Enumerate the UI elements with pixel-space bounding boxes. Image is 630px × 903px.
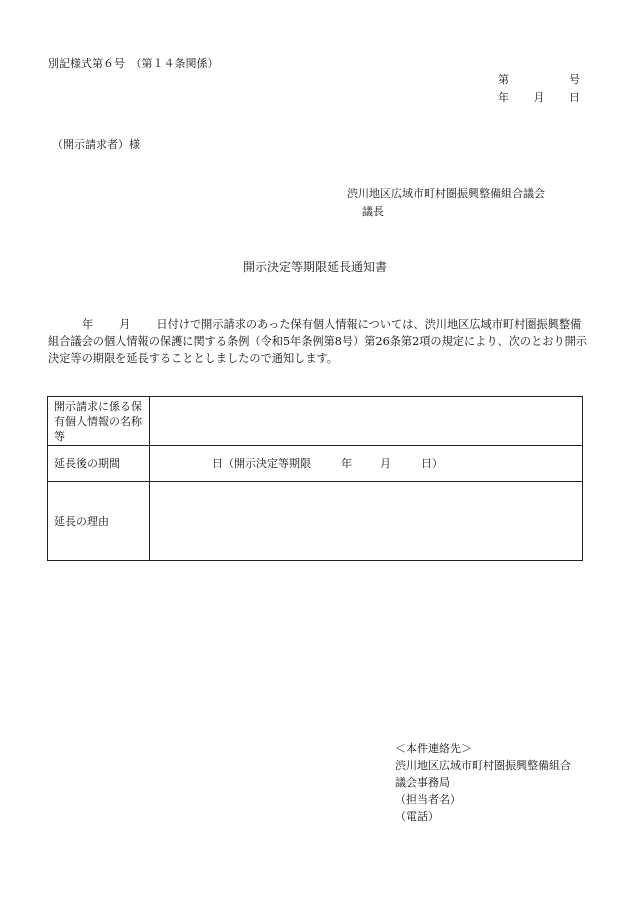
contact-org-line2: 議会事務局 <box>395 776 450 789</box>
body-year: 年 <box>82 318 94 331</box>
row-label-extended-period: 延長後の期間 <box>48 446 150 482</box>
table-row <box>48 397 583 446</box>
period-day: 日（開示決定等期限 <box>212 457 311 470</box>
contact-phone: （電話） <box>395 810 439 823</box>
table-row <box>48 446 583 482</box>
date-year: 年 <box>498 91 509 104</box>
body-paragraph <box>48 316 588 367</box>
document-date <box>498 90 580 106</box>
date-month: 月 <box>533 91 545 104</box>
extended-period-field[interactable] <box>150 446 583 482</box>
contact-heading: ＜本件連絡先＞ <box>395 742 472 755</box>
row-label-info-name: 開示請求に係る保有個人情報の名称等 <box>48 397 150 446</box>
table-row <box>48 482 583 561</box>
info-name-field[interactable] <box>150 397 583 446</box>
body-month: 月 <box>119 318 131 331</box>
reason-field[interactable] <box>150 482 583 561</box>
form-reference: 別記様式第６号 （第１４条関係） <box>48 57 219 70</box>
contact-block <box>395 740 571 825</box>
date-day: 日 <box>569 91 580 104</box>
sender-title: 議長 <box>362 205 384 218</box>
period-year: 年 <box>341 457 352 470</box>
number-suffix: 号 <box>569 73 580 86</box>
recipient: （開示請求者）様 <box>52 138 140 151</box>
row-label-reason: 延長の理由 <box>48 482 150 561</box>
contact-org-line1: 渋川地区広域市町村圏振興整備組合 <box>395 759 571 772</box>
period-month: 月 <box>380 457 391 470</box>
document-number <box>498 72 580 88</box>
body-text: 日付けで開示請求のあった保有個人情報については、渋川地区広域市町村圏振興整備組合議会の個人情報の保護に関する条例（令和5年条例第8号）第26条第2項の規定により、次のとおり開示決定等の期限を延長することとしましたので通知します。 <box>48 318 588 365</box>
period-day-end: 日） <box>421 457 443 470</box>
sender-organization: 渋川地区広域市町村圏振興整備組合議会 <box>347 187 545 200</box>
contact-person: （担当者名） <box>395 793 461 806</box>
document-title: 開示決定等期限延長通知書 <box>242 260 387 274</box>
info-table <box>47 396 583 561</box>
number-prefix: 第 <box>498 73 509 86</box>
